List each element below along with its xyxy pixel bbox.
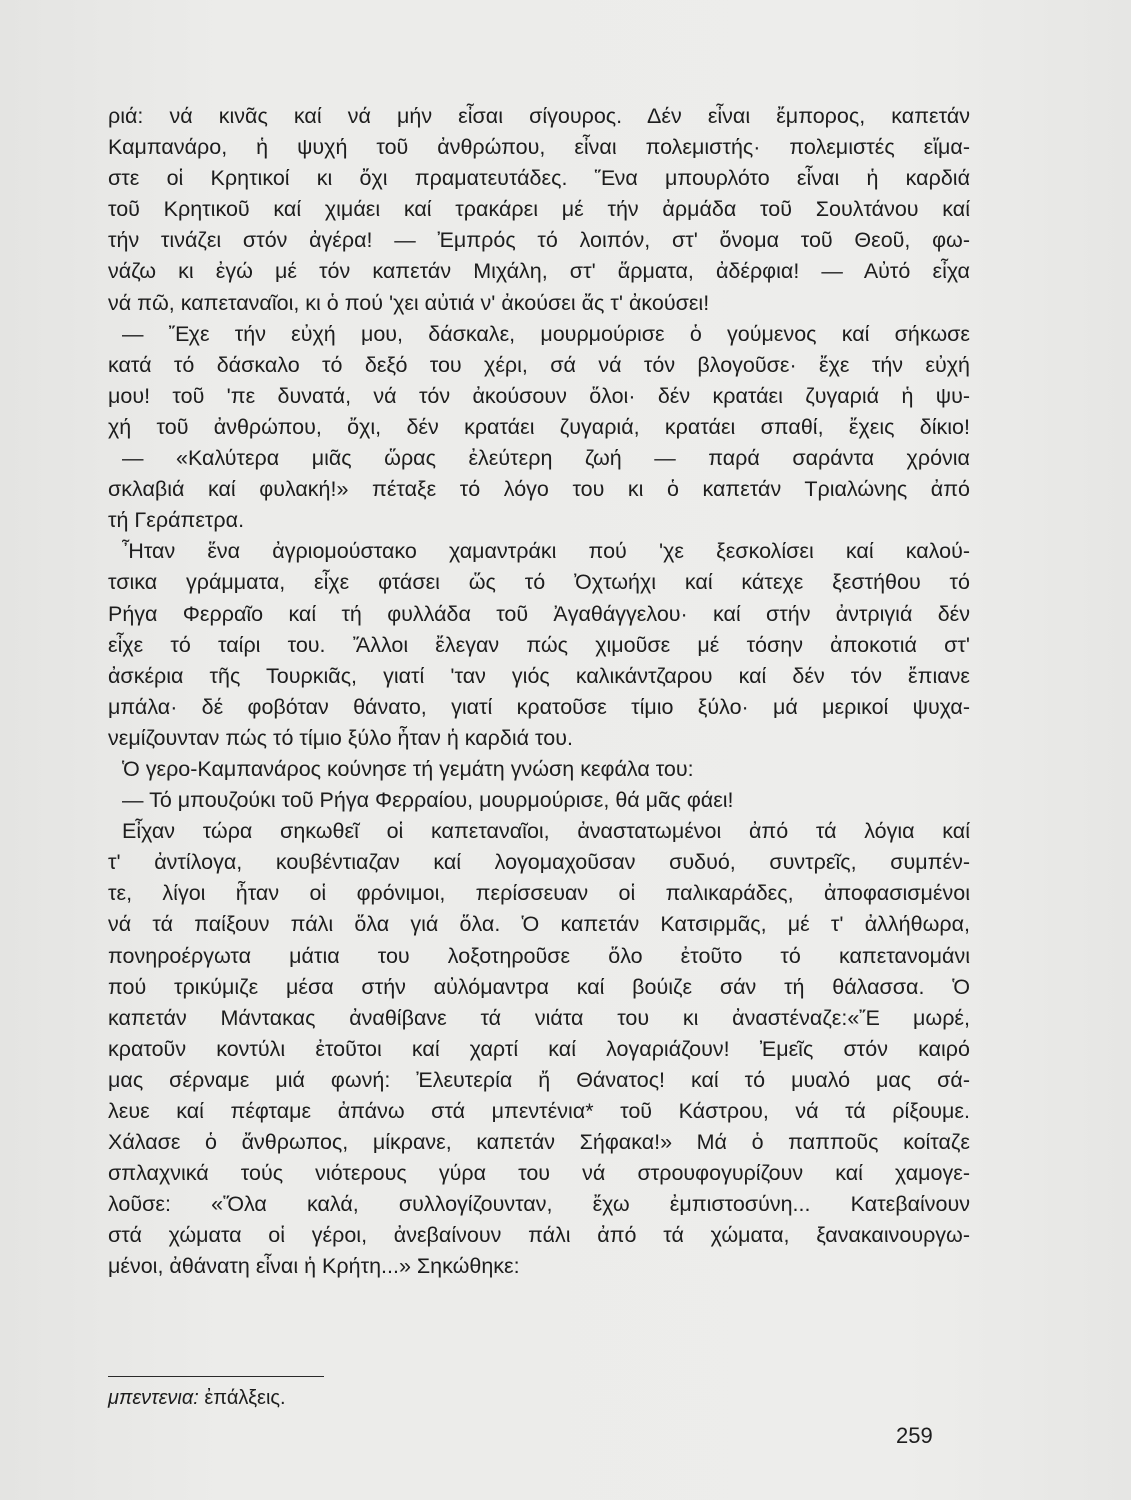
text-line: τοῦ Κρητικοῦ καί χιμάει καί τρακάρει μέ τήν ἀρμάδα τοῦ Σουλτάνου καί bbox=[108, 197, 970, 222]
text-line: Καμπανάρο, ἡ ψυχή τοῦ ἀνθρώπου, εἶναι πολεμιστής· πολεμιστές εἴμα- bbox=[108, 135, 970, 160]
page-number: 259 bbox=[896, 1423, 933, 1448]
text-line: σπλαχνικά τούς νιότερους γύρα του νά στρουφογυρίζουν καί χαμογε- bbox=[108, 1161, 970, 1186]
text-line: μας σέρναμε μιά φωνή: Ἐλευτερία ἤ Θάνατος! καί τό μυαλό μας σά- bbox=[108, 1067, 970, 1092]
text-line: καπετάν Μάντακας ἀναθίβανε τά νιάτα του κι ἀναστέναζε:«Ἔ μωρέ, bbox=[108, 1005, 970, 1030]
text-line: — «Καλύτερα μιᾶς ὥρας ἐλεύτερη ζωή — παρά σαράντα χρόνια bbox=[122, 446, 970, 471]
text-line: Ρήγα Φερραῖο καί τή φυλλάδα τοῦ Ἀγαθάγγελου· καί στήν ἀντριγιά δέν bbox=[108, 601, 970, 626]
text-line: ριά: νά κινᾶς καί νά μήν εἶσαι σίγουρος. Δέν εἶναι ἔμπορος, καπετάν bbox=[108, 104, 970, 128]
text-line: νεμίζουνταν πώς τό τίμιο ξύλο ἦταν ἡ καρδιά του. bbox=[108, 725, 573, 750]
body-text bbox=[108, 101, 970, 1283]
text-line: κατά τό δάσκαλο τό δεξό του χέρι, σά νά τόν βλογοῦσε· ἔχε τήν εὐχή bbox=[108, 352, 970, 377]
text-line: τε, λίγοι ἦταν οἱ φρόνιμοι, περίσσευαν οἱ παλικαράδες, ἀποφασισμένοι bbox=[108, 881, 970, 906]
text-line: τ' ἀντίλογα, κουβέντιαζαν καί λογομαχοῦσαν συδυό, συντρεῖς, συμπέν- bbox=[108, 850, 970, 875]
text-line: λευε καί πέφταμε ἀπάνω στά μπεντένια* τοῦ Κάστρου, νά τά ρίξουμε. bbox=[108, 1099, 970, 1123]
footnote bbox=[108, 1384, 286, 1412]
text-line: χή τοῦ ἀνθρώπου, ὄχι, δέν κρατάει ζυγαριά, κρατάει σπαθί, ἔχεις δίκιο! bbox=[108, 414, 970, 439]
footnote-definition: ἐπάλξεις. bbox=[204, 1387, 286, 1409]
text-line: ἀσκέρια τῆς Τουρκιᾶς, γιατί 'ταν γιός καλικάντζαρου καί δέν τόν ἔπιανε bbox=[108, 663, 970, 688]
text-line: λοῦσε: «Ὅλα καλά, συλλογίζουνταν, ἔχω ἐμπιστοσύνη... Κατεβαίνουν bbox=[108, 1192, 970, 1217]
text-line: τή Γεράπετρα. bbox=[108, 508, 245, 533]
text-line: μένοι, ἀθάνατη εἶναι ἡ Κρήτη...» Σηκώθηκε: bbox=[108, 1254, 520, 1279]
text-line: νάζω κι ἐγώ μέ τόν καπετάν Μιχάλη, στ' ἅρματα, ἀδέρφια! — Αὐτό εἶχα bbox=[108, 259, 970, 284]
text-line: πού τρικύμιζε μέσα στήν αὐλόμαντρα καί βούιζε σάν τή θάλασσα. Ὁ bbox=[108, 974, 970, 999]
text-line: μπάλα· δέ φοβόταν θάνατο, γιατί κρατοῦσε τίμιο ξύλο· μά μερικοί ψυχα- bbox=[108, 694, 970, 719]
text-line: νά πῶ, καπεταναῖοι, κι ὁ πού 'χει αὐτιά ν' ἀκούσει ἄς τ' ἀκούσει! bbox=[108, 290, 710, 315]
text-line: — Τό μπουζούκι τοῦ Ρήγα Φερραίου, μουρμούρισε, θά μᾶς φάει! bbox=[122, 788, 734, 813]
text-line: Ὁ γερο-Καμπανάρος κούνησε τή γεμάτη γνώση κεφάλα του: bbox=[122, 756, 694, 781]
text-line: κρατοῦν κοντύλι ἐτοῦτοι καί χαρτί καί λογαριάζουν! Ἐμεῖς στόν καιρό bbox=[108, 1036, 970, 1061]
text-line: Εἶχαν τώρα σηκωθεῖ οἱ καπεταναῖοι, ἀναστατωμένοι ἀπό τά λόγια καί bbox=[122, 819, 970, 844]
text-line: νά τά παίξουν πάλι ὅλα γιά ὅλα. Ὁ καπετάν Κατσιρμᾶς, μέ τ' ἀλλήθωρα, bbox=[108, 912, 970, 937]
text-line: σκλαβιά καί φυλακή!» πέταξε τό λόγο του κι ὁ καπετάν Τριαλώνης ἀπό bbox=[108, 477, 970, 502]
text-line: — Ἔχε τήν εὐχή μου, δάσκαλε, μουρμούρισε ὁ γούμενος καί σήκωσε bbox=[122, 321, 970, 346]
footnote-divider bbox=[108, 1376, 324, 1377]
footnote-term: μπεντενια: bbox=[108, 1387, 199, 1409]
text-line: μου! τοῦ 'πε δυνατά, νά τόν ἀκούσουν ὅλοι· δέν κρατάει ζυγαριά ἡ ψυ- bbox=[108, 383, 970, 408]
text-line: Ἦταν ἕνα ἀγριομούστακο χαμαντράκι πού 'χε ξεσκολίσει καί καλού- bbox=[122, 539, 970, 564]
text-line: στε οἱ Κρητικοί κι ὄχι πραματευτάδες. Ἕνα μπουρλότο εἶναι ἡ καρδιά bbox=[108, 166, 970, 191]
text-line: στά χώματα οἱ γέροι, ἀνεβαίνουν πάλι ἀπό τά χώματα, ξανακαινουργω- bbox=[108, 1223, 970, 1248]
text-line: τήν τινάζει στόν ἀγέρα! — Ἐμπρός τό λοιπόν, στ' ὄνομα τοῦ Θεοῦ, φω- bbox=[108, 228, 970, 253]
text-line: εἶχε τό ταίρι του. Ἄλλοι ἔλεγαν πώς χιμοῦσε μέ τόσην ἀποκοτιά στ' bbox=[108, 632, 970, 657]
text-line: Χάλασε ὁ ἄνθρωπος, μίκρανε, καπετάν Σήφακα!» Μά ὁ παπποῦς κοίταζε bbox=[108, 1130, 970, 1155]
text-line: τσικα γράμματα, εἶχε φτάσει ὥς τό Ὀχτωήχι καί κάτεχε ξεστήθου τό bbox=[108, 570, 970, 595]
text-line: πονηροέργωτα μάτια του λοξοτηροῦσε ὅλο ἐτοῦτο τό καπετανομάνι bbox=[108, 943, 970, 968]
